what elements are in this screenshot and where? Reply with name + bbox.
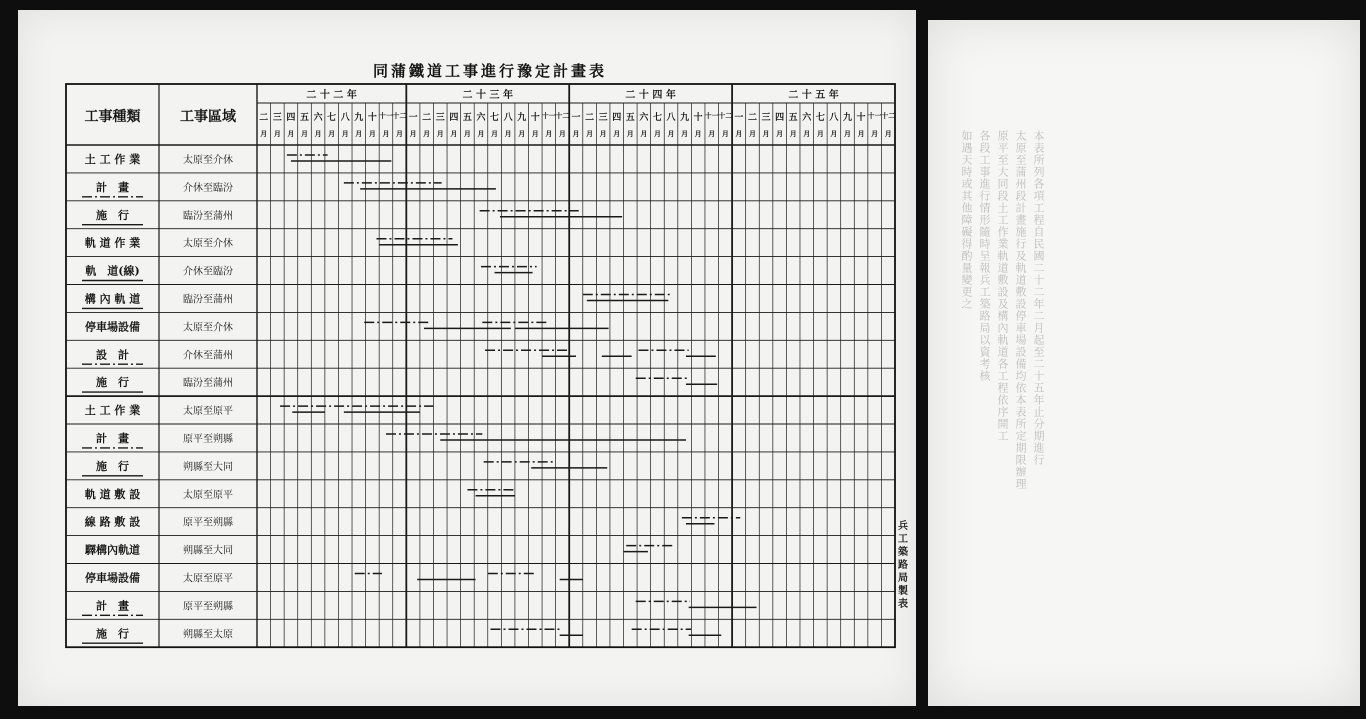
month-label: 月: [586, 129, 594, 138]
row-region-label: 原平至朔縣: [183, 433, 233, 445]
row-type-label: 施 行: [96, 459, 129, 473]
month-label: 十二: [555, 111, 570, 120]
month-label: 月: [477, 129, 485, 138]
month-label: 月: [518, 129, 526, 138]
month-label: 十一: [541, 111, 556, 120]
year-label: 二 十 三 年: [462, 90, 513, 101]
month-label: 九: [354, 113, 364, 123]
month-label: 月: [436, 129, 444, 138]
month-label: 月: [504, 129, 512, 138]
month-label: 九: [680, 113, 690, 123]
row-region-label: 原平至朔縣: [183, 601, 233, 613]
row-region-label: 臨汾至蒲州: [183, 294, 233, 306]
month-label: 十一: [378, 111, 393, 120]
month-label: 月: [613, 129, 621, 138]
month-label: 八: [666, 113, 676, 123]
month-label: 月: [572, 129, 580, 138]
row-region-label: 介休至蒲州: [183, 350, 233, 362]
month-label: 月: [301, 129, 309, 138]
month-label: 月: [640, 129, 648, 138]
month-label: 四: [775, 113, 785, 123]
month-label: 八: [503, 113, 513, 123]
month-label: 月: [558, 129, 566, 138]
right-page-text-line: 各段工事進行情形隨時呈報兵工築路局以資考核: [978, 130, 991, 382]
right-page-text-line: 原平至大同段土工作業軌道敷設及構內軌道各工程依序開工: [996, 130, 1009, 442]
month-label: 月: [857, 129, 865, 138]
row-type-label: 施 行: [96, 208, 129, 222]
row-type-label: 停車場設備: [85, 571, 140, 585]
month-label: 五: [300, 113, 310, 123]
month-label: 四: [286, 113, 296, 123]
month-label: 月: [287, 129, 295, 138]
month-label: 月: [830, 129, 838, 138]
row-type-label: 設 計: [96, 348, 129, 362]
month-label: 十二: [881, 111, 896, 120]
row-type-label: 軌 道 敷 設: [84, 487, 141, 501]
month-label: 三: [435, 113, 445, 123]
month-label: 月: [368, 129, 376, 138]
row-region-label: 太原至介休: [183, 154, 233, 166]
month-label: 七: [327, 113, 337, 123]
month-label: 十: [367, 113, 377, 123]
month-label: 六: [639, 113, 649, 123]
month-label: 月: [463, 129, 471, 138]
row-region-label: 太原至介休: [183, 238, 233, 250]
month-label: 月: [776, 129, 784, 138]
row-type-label: 計 畫: [96, 599, 129, 613]
row-type-label: 施 行: [96, 627, 129, 641]
month-label: 月: [884, 129, 892, 138]
month-label: 月: [694, 129, 702, 138]
month-label: 八: [829, 113, 839, 123]
row-region-label: 朔縣至太原: [183, 629, 233, 641]
month-label: 月: [314, 129, 322, 138]
month-label: 七: [815, 113, 825, 123]
month-label: 十二: [718, 111, 733, 120]
month-label: 十: [693, 113, 703, 123]
month-label: 六: [313, 113, 323, 123]
row-region-label: 太原至原平: [183, 406, 233, 418]
month-label: 三: [761, 113, 771, 123]
month-label: 十: [530, 113, 540, 123]
month-label: 月: [545, 129, 553, 138]
row-region-label: 臨汾至蒲州: [183, 210, 233, 222]
month-label: 月: [382, 129, 390, 138]
month-label: 月: [531, 129, 539, 138]
row-type-label: 計 畫: [96, 431, 129, 445]
month-label: 月: [341, 129, 349, 138]
month-label: 月: [762, 129, 770, 138]
month-label: 月: [789, 129, 797, 138]
row-region-label: 朔縣至大同: [183, 545, 233, 557]
row-type-label: 施 行: [96, 376, 129, 390]
month-label: 八: [340, 113, 350, 123]
month-label: 月: [667, 129, 675, 138]
year-label: 二 十 二 年: [306, 90, 357, 101]
month-label: 月: [273, 129, 281, 138]
month-label: 九: [842, 113, 852, 123]
month-label: 十一: [704, 111, 719, 120]
month-label: 十一: [867, 111, 882, 120]
row-region-label: 太原至原平: [183, 573, 233, 585]
month-label: 三: [272, 113, 282, 123]
month-label: 十二: [392, 111, 407, 120]
row-type-label: 軌 道(線): [85, 264, 140, 278]
row-region-label: 朔縣至大同: [183, 461, 233, 473]
month-label: 一: [571, 113, 581, 123]
month-label: 六: [476, 113, 486, 123]
month-label: 月: [653, 129, 661, 138]
month-label: 五: [625, 113, 635, 123]
region-column-header: 工事區域: [180, 109, 236, 125]
page-title: 同蒲鐵道工事進行豫定計畫表: [372, 62, 607, 80]
row-region-label: 介休至臨汾: [183, 182, 233, 194]
month-label: 四: [449, 113, 459, 123]
month-label: 月: [599, 129, 607, 138]
month-label: 月: [396, 129, 404, 138]
year-label: 二 十 四 年: [625, 90, 676, 101]
month-label: 月: [843, 129, 851, 138]
month-label: 月: [735, 129, 743, 138]
right-page-text-line: 如遇天時或其他障礙得酌量變更之: [960, 130, 973, 310]
right-page-text-line: 本表所列各項工程自民國二十二年二月起至二十五年止分期進行: [1032, 130, 1045, 466]
month-label: 月: [626, 129, 634, 138]
month-label: 月: [355, 129, 363, 138]
month-label: 月: [260, 129, 268, 138]
month-label: 一: [408, 113, 418, 123]
month-label: 月: [708, 129, 716, 138]
month-label: 月: [871, 129, 879, 138]
month-label: 月: [803, 129, 811, 138]
row-region-label: 臨汾至蒲州: [183, 378, 233, 390]
month-label: 一: [734, 113, 744, 123]
month-label: 二: [585, 113, 595, 123]
row-type-label: 計 畫: [96, 180, 129, 194]
month-label: 九: [517, 113, 527, 123]
year-label: 二 十 五 年: [788, 90, 839, 101]
month-label: 五: [462, 113, 472, 123]
right-page-text-line: 太原至蒲州段計畫施行及軌道敷設停車場設備均依本表所定期限辦理: [1014, 130, 1027, 490]
month-label: 二: [259, 113, 269, 123]
row-type-label: 土 工 作 業: [84, 404, 141, 418]
month-label: 月: [491, 129, 499, 138]
row-type-label: 線 路 敷 設: [84, 515, 141, 529]
type-column-header: 工事種類: [84, 109, 141, 125]
month-label: 六: [802, 113, 812, 123]
row-region-label: 原平至朔縣: [183, 517, 233, 529]
month-label: 二: [422, 113, 432, 123]
row-type-label: 驛構內軌道: [85, 543, 140, 557]
row-type-label: 軌 道 作 業: [84, 236, 141, 250]
month-label: 十: [856, 113, 866, 123]
month-label: 月: [816, 129, 824, 138]
table-frame: [66, 84, 895, 647]
month-label: 三: [598, 113, 608, 123]
month-label: 二: [747, 113, 757, 123]
month-label: 月: [748, 129, 756, 138]
row-type-label: 構 內 軌 道: [84, 292, 141, 306]
month-label: 七: [490, 113, 500, 123]
row-type-label: 停車場設備: [85, 320, 140, 334]
month-label: 四: [612, 113, 622, 123]
row-region-label: 介休至臨汾: [183, 266, 233, 278]
month-label: 七: [652, 113, 662, 123]
month-label: 月: [423, 129, 431, 138]
month-label: 五: [788, 113, 798, 123]
month-label: 月: [721, 129, 729, 138]
office-stamp: 兵工築路局製表: [898, 521, 908, 610]
month-label: 月: [409, 129, 417, 138]
row-region-label: 太原至原平: [183, 489, 233, 501]
row-type-label: 土 工 作 業: [84, 152, 141, 166]
row-region-label: 太原至介休: [183, 322, 233, 334]
month-label: 月: [328, 129, 336, 138]
month-label: 月: [450, 129, 458, 138]
month-label: 月: [681, 129, 689, 138]
